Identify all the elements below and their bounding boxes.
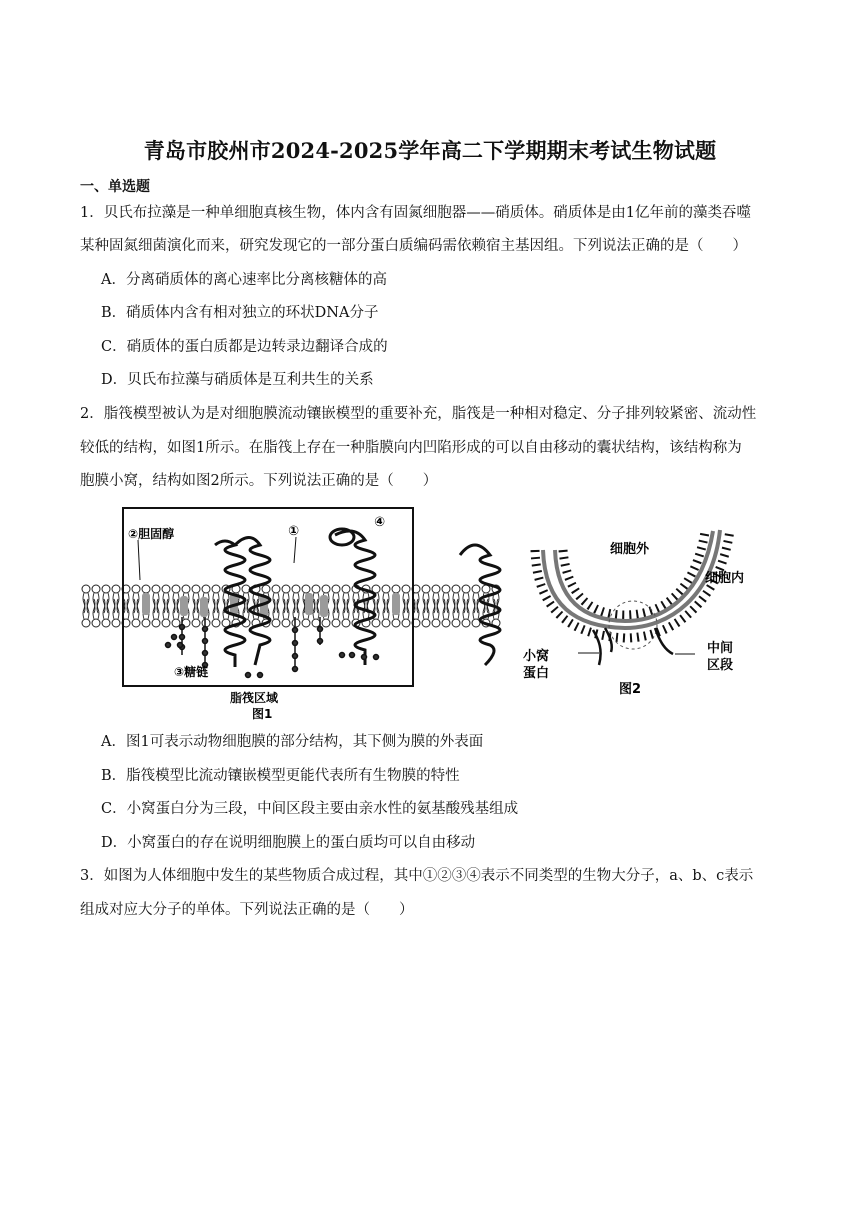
q3-stem-line-1: 3．如图为人体细胞中发生的某些物质合成过程，其中①②③④表示不同类型的生物大分子，a、b、c表示 <box>80 868 754 884</box>
phospholipid-top <box>132 585 140 613</box>
fig2-label-outside: 细胞外 <box>610 542 650 557</box>
phospholipid-bottom <box>112 599 120 627</box>
q2-option-c: C．小窝蛋白分为三段，中间区段主要由亲水性的氨基酸残基组成 <box>101 801 519 817</box>
q1-stem-line-2: 某种固氮细菌演化而来，研究发现它的一部分蛋白质编码需依赖宿主基因组。下列说法正确的是（ ） <box>80 238 747 254</box>
phospholipid-top <box>292 585 300 613</box>
phospholipid-top <box>402 585 410 613</box>
phospholipid-bottom <box>342 599 350 627</box>
phospholipid-bottom <box>312 599 320 627</box>
phospholipid-top <box>342 585 350 613</box>
q1-stem-line-1: 1．贝氏布拉藻是一种单细胞真核生物，体内含有固氮细胞器——硝质体。硝质体是由1亿年前的藻类吞噬 <box>80 205 751 221</box>
phospholipid-bottom <box>272 599 280 627</box>
phospholipid-top <box>102 585 110 613</box>
phospholipid-top <box>282 585 290 613</box>
figure-1-lipid-raft <box>80 505 510 725</box>
phospholipid-bottom <box>172 599 180 627</box>
phospholipid-top <box>452 585 460 613</box>
fig1-label-cholesterol: ②胆固醇 <box>128 527 175 541</box>
section-heading: 一、单选题 <box>80 179 150 195</box>
fig1-label-region: 脂筏区域 <box>230 691 279 705</box>
q1-option-c: C．硝质体的蛋白质都是边转录边翻译合成的 <box>101 339 388 355</box>
phospholipid-top <box>312 585 320 613</box>
fig2-label-caveolin-2: 蛋白 <box>523 666 550 681</box>
phospholipid-bottom <box>102 599 110 627</box>
phospholipid-top <box>332 585 340 613</box>
phospholipid-top <box>382 585 390 613</box>
fig2-label-middle-1: 中间 <box>707 641 734 656</box>
phospholipid-bottom <box>162 599 170 627</box>
transmembrane-protein-4 <box>330 529 375 665</box>
phospholipid-top <box>152 585 160 613</box>
phospholipid-bottom <box>362 599 370 627</box>
phospholipid-bottom <box>462 599 470 627</box>
phospholipid-bottom <box>382 599 390 627</box>
q2-option-d: D．小窝蛋白的存在说明细胞膜上的蛋白质均可以自由移动 <box>101 835 476 851</box>
q1-option-d: D．贝氏布拉藻与硝质体是互利共生的关系 <box>101 372 374 388</box>
phospholipid-top <box>92 585 100 613</box>
q3-stem-line-2: 组成对应大分子的单体。下列说法正确的是（ ） <box>80 902 414 918</box>
phospholipid-bottom <box>442 599 450 627</box>
fig2-label-inside: 细胞内 <box>705 571 745 586</box>
fig1-label-sugar: ③糖链 <box>174 665 209 679</box>
figure-2-caveolae <box>515 520 750 700</box>
transmembrane-protein-outside <box>460 545 500 665</box>
phospholipid-bottom <box>452 599 460 627</box>
phospholipid-bottom <box>332 599 340 627</box>
q2-option-b: B．脂筏模型比流动镶嵌模型更能代表所有生物膜的特性 <box>101 768 460 784</box>
q2-stem-line-2: 较低的结构，如图1所示。在脂筏上存在一种脂膜向内凹陷形成的可以自由移动的囊状结构，该结构称为 <box>80 440 742 456</box>
q2-stem-line-1: 2．脂筏模型被认为是对细胞膜流动镶嵌模型的重要补充，脂筏是一种相对稳定、分子排列较紧密、流动性 <box>80 406 757 422</box>
cholesterol-molecules <box>142 593 400 617</box>
fig2-caption: 图2 <box>619 682 642 697</box>
phospholipid-top <box>272 585 280 613</box>
fig2-label-middle-2: 区段 <box>707 658 734 673</box>
phospholipid-top <box>442 585 450 613</box>
phospholipid-bottom <box>132 599 140 627</box>
page-title: 青岛市胶州市2024-2025学年高二下学期期末考试生物试题 <box>143 138 717 163</box>
q1-option-a: A．分离硝质体的离心速率比分离核糖体的高 <box>101 272 387 288</box>
phospholipid-bottom <box>92 599 100 627</box>
q2-stem-line-3: 胞膜小窝，结构如图2所示。下列说法正确的是（ ） <box>80 473 438 489</box>
phospholipid-bottom <box>212 599 220 627</box>
phospholipid-top <box>212 585 220 613</box>
phospholipid-top <box>432 585 440 613</box>
caveolin-protein <box>593 628 673 665</box>
phospholipid-bottom <box>192 599 200 627</box>
phospholipid-top <box>192 585 200 613</box>
fig1-label-1: ① <box>288 524 300 539</box>
phospholipid-top <box>462 585 470 613</box>
phospholipid-top <box>372 585 380 613</box>
phospholipid-bottom <box>282 599 290 627</box>
fig1-caption: 图1 <box>252 707 273 721</box>
phospholipid-bottom <box>422 599 430 627</box>
phospholipid-top <box>252 585 260 613</box>
phospholipid-top <box>422 585 430 613</box>
phospholipid-bottom <box>402 599 410 627</box>
phospholipid-top <box>82 585 90 613</box>
q2-option-a: A．图1可表示动物细胞膜的部分结构，其下侧为膜的外表面 <box>101 734 484 750</box>
q1-option-b: B．硝质体内含有相对独立的环状DNA分子 <box>101 305 379 321</box>
phospholipid-bottom <box>472 599 480 627</box>
phospholipid-top <box>112 585 120 613</box>
phospholipid-bottom <box>152 599 160 627</box>
phospholipid-top <box>482 585 490 613</box>
fig2-label-caveolin-1: 小窝 <box>523 649 550 664</box>
fig1-label-4: ④ <box>374 515 386 530</box>
phospholipid-bottom <box>82 599 90 627</box>
phospholipid-bottom <box>432 599 440 627</box>
phospholipid-top <box>162 585 170 613</box>
phospholipid-bottom <box>292 599 300 627</box>
phospholipid-top <box>172 585 180 613</box>
